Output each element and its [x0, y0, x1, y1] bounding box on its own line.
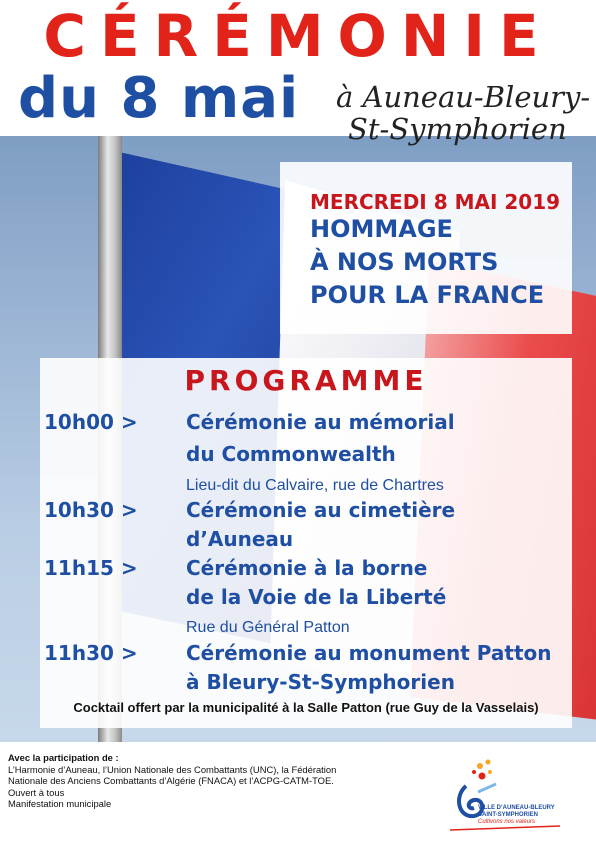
title-date: du 8 mai — [18, 66, 300, 131]
programme-time: 10h30 > — [44, 498, 138, 522]
title-ceremonie: CÉRÉMONIE — [43, 2, 553, 70]
cocktail-note: Cocktail offert par la municipalité à la Salle Patton (rue Guy de la Vasselais) — [73, 700, 539, 715]
homage-line-1: HOMMAGE — [310, 215, 453, 243]
location-line-1: à Auneau-Bleury- — [336, 80, 591, 114]
programme-title: PROGRAMME — [184, 364, 428, 397]
programme-event: Cérémonie au monument Patton — [186, 641, 552, 665]
programme-event: à Bleury-St-Symphorien — [186, 670, 455, 694]
participation-footer — [8, 752, 428, 810]
logo-name-line-1: VILLE D’AUNEAU-BLEURY — [478, 805, 555, 811]
programme-event: Cérémonie au mémorial — [186, 410, 455, 434]
homage-line-2: À NOS MORTS — [310, 248, 499, 276]
programme-event: du Commonwealth — [186, 442, 396, 466]
programme-time: 11h15 > — [44, 556, 138, 580]
participation-heading: Avec la participation de : — [8, 752, 119, 763]
logo-underline-icon — [450, 826, 560, 830]
logo-dot-icon — [479, 773, 486, 780]
logo-name-line-2: SAINT-SYMPHORIEN — [478, 812, 539, 818]
logo-dot-icon — [477, 763, 483, 769]
municipal-event: Manifestation municipale — [8, 798, 112, 810]
participation-line: L’Harmonie d’Auneau, l’Union Nationale des Combattants (UNC), la Fédération — [8, 763, 337, 775]
programme-box — [40, 358, 572, 728]
participation-line: Nationale des Anciens Combattants d’Algérie (FNACA) et l’ACPG-CATM-TOE. — [8, 775, 334, 787]
programme-time: 10h00 > — [44, 410, 138, 434]
programme-detail: Lieu-dit du Calvaire, rue de Chartres — [186, 477, 444, 494]
open-to-all: Ouvert à tous — [8, 786, 65, 798]
homage-line-3: POUR LA FRANCE — [310, 281, 545, 309]
logo-slogan: Cultivons nos valeurs — [478, 819, 536, 825]
programme-event: Cérémonie au cimetière — [186, 498, 456, 522]
event-date: MERCREDI 8 MAI 2019 — [310, 190, 561, 214]
logo-stroke-icon — [478, 784, 496, 792]
programme-event: de la Voie de la Liberté — [186, 585, 447, 609]
logo-dot-icon — [486, 760, 491, 765]
logo-text — [478, 805, 555, 826]
logo-dot-icon — [472, 770, 476, 774]
programme-event: d’Auneau — [186, 527, 294, 551]
location-line-2: St-Symphorien — [348, 112, 567, 146]
programme-detail: Rue du Général Patton — [186, 619, 350, 636]
programme-event: Cérémonie à la borne — [186, 556, 428, 580]
date-box — [280, 162, 572, 334]
programme-time: 11h30 > — [44, 641, 138, 665]
logo-dot-icon — [488, 770, 492, 774]
